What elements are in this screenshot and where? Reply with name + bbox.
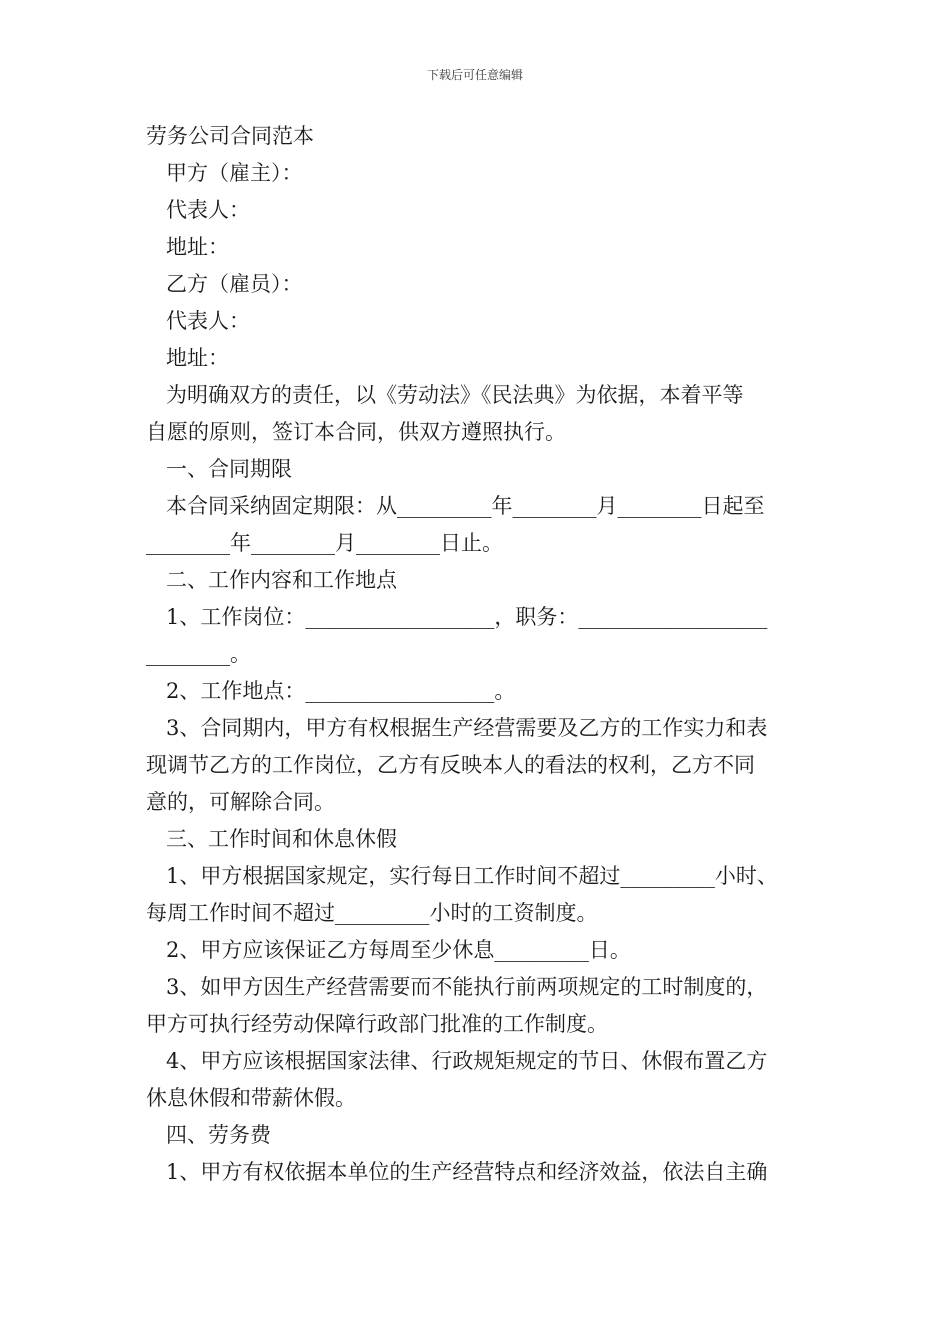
- party-b-address: 地址：: [166, 346, 229, 370]
- section-4-heading: 四、劳务费: [166, 1123, 271, 1147]
- document-title: 劳务公司合同范本: [146, 124, 314, 148]
- party-a-address: 地址：: [166, 235, 229, 259]
- document-body: [146, 118, 818, 1191]
- section-2-para-1-line-2: ________。: [146, 642, 251, 666]
- section-2-heading: 二、工作内容和工作地点: [166, 568, 397, 592]
- intro-paragraph-line-2: 自愿的原则，签订本合同，供双方遵照执行。: [146, 420, 566, 444]
- section-3-para-2: 2、甲方应该保证乙方每周至少休息_________日。: [166, 938, 631, 962]
- section-1-para-1-line-1: 本合同采纳固定期限：从_________年________月________日起至: [166, 494, 765, 518]
- section-3-para-1-line-2: 每周工作时间不超过_________小时的工资制度。: [146, 901, 598, 925]
- section-3-para-4-line-2: 休息休假和带薪休假。: [146, 1086, 356, 1110]
- section-3-para-1-line-1: 1、甲方根据国家规定，实行每日工作时间不超过_________小时、: [166, 864, 778, 888]
- section-2-para-3-line-1: 3、合同期内，甲方有权根据生产经营需要及乙方的工作实力和表: [166, 716, 768, 740]
- party-b-label: 乙方（雇员）：: [166, 272, 303, 296]
- party-a-representative: 代表人：: [166, 198, 250, 222]
- party-a-label: 甲方（雇主）：: [166, 161, 303, 185]
- section-4-para-1-line-1: 1、甲方有权依据本单位的生产经营特点和经济效益，依法自主确: [166, 1160, 768, 1184]
- section-2-para-3-line-3: 意的，可解除合同。: [146, 790, 335, 814]
- section-3-para-3-line-2: 甲方可执行经劳动保障行政部门批准的工作制度。: [146, 1012, 608, 1036]
- section-1-para-1-line-2: ________年________月________日止。: [146, 531, 503, 555]
- section-2-para-2: 2、工作地点：__________________。: [166, 679, 516, 703]
- party-b-representative: 代表人：: [166, 309, 250, 333]
- section-2-para-3-line-2: 现调节乙方的工作岗位，乙方有反映本人的看法的权利，乙方不同: [146, 753, 755, 777]
- intro-paragraph-line-1: 为明确双方的责任，以《劳动法》《民法典》为依据，本着平等: [166, 383, 744, 407]
- section-3-para-3-line-1: 3、如甲方因生产经营需要而不能执行前两项规定的工时制度的，: [166, 975, 768, 999]
- page-header-note: 下载后可任意编辑: [426, 68, 523, 82]
- section-1-heading: 一、合同期限: [166, 457, 292, 481]
- section-3-para-4-line-1: 4、甲方应该根据国家法律、行政规矩规定的节日、休假布置乙方: [166, 1049, 768, 1073]
- section-2-para-1-line-1: 1、工作岗位：__________________，职务：__________________: [166, 605, 768, 629]
- section-3-heading: 三、工作时间和休息休假: [166, 827, 397, 851]
